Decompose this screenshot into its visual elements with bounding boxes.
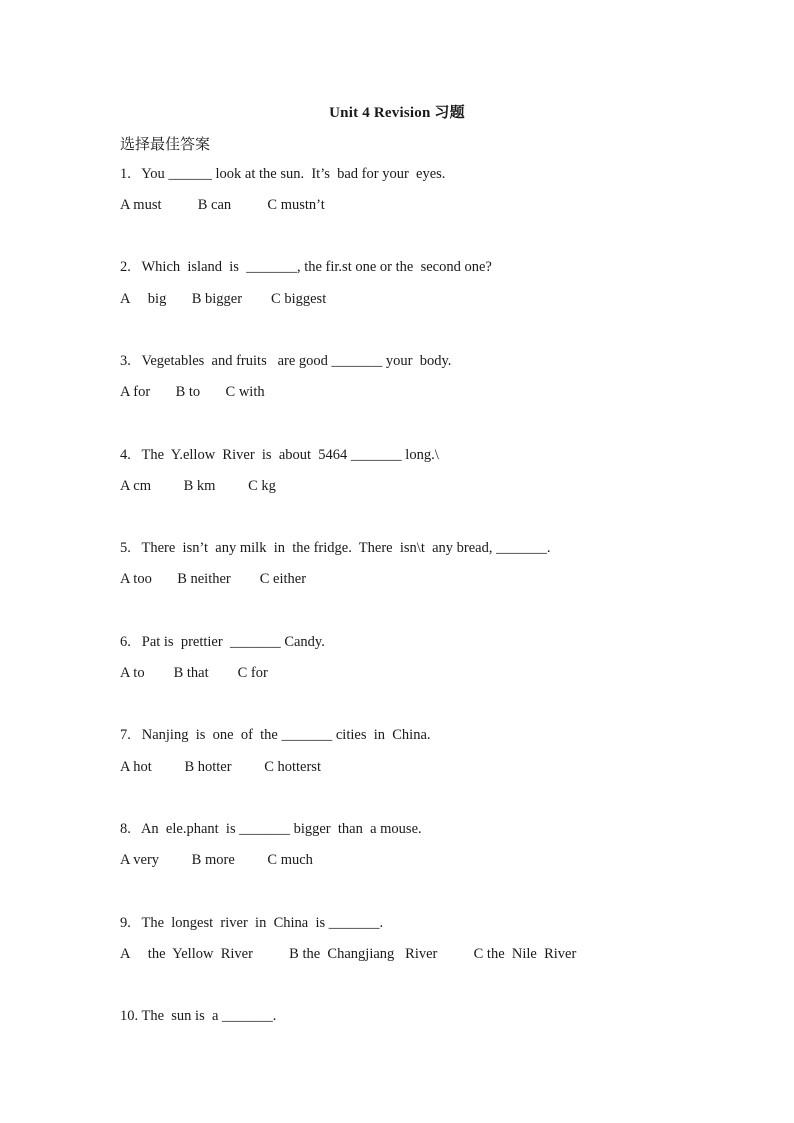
question-2: 2. Which island is _______, the fir.st one or the second one? xyxy=(120,259,492,275)
options-5: A too B neither C either xyxy=(120,571,307,587)
options-2: A big B bigger C biggest xyxy=(120,291,327,307)
options-9: A the Yellow River B the Changjiang River C the Nile River xyxy=(120,946,577,962)
section-heading: 选择最佳答案 xyxy=(120,135,211,153)
page-title: Unit 4 Revision 习题 xyxy=(329,105,465,121)
question-4: 4. The Y.ellow River is about 5464 _______ long.\ xyxy=(120,447,439,463)
options-7: A hot B hotter C hotterst xyxy=(120,759,321,775)
options-1: A must B can C mustn’t xyxy=(120,197,325,213)
question-3: 3. Vegetables and fruits are good _______ your body. xyxy=(120,353,452,369)
options-8: A very B more C much xyxy=(120,852,313,868)
question-6: 6. Pat is prettier _______ Candy. xyxy=(120,634,325,650)
question-5: 5. There isn’t any milk in the fridge. There isn\t any bread, _______. xyxy=(120,540,551,556)
question-8: 8. An ele.phant is _______ bigger than a mouse. xyxy=(120,821,422,837)
options-3: A for B to C with xyxy=(120,384,265,400)
question-7: 7. Nanjing is one of the _______ cities in China. xyxy=(120,727,431,743)
question-9: 9. The longest river in China is _______. xyxy=(120,915,384,931)
question-1: 1. You ______ look at the sun. It’s bad for your eyes. xyxy=(120,166,446,182)
question-10: 10. The sun is a _______. xyxy=(120,1008,277,1024)
options-6: A to B that C for xyxy=(120,665,268,681)
options-4: A cm B km C kg xyxy=(120,478,276,494)
